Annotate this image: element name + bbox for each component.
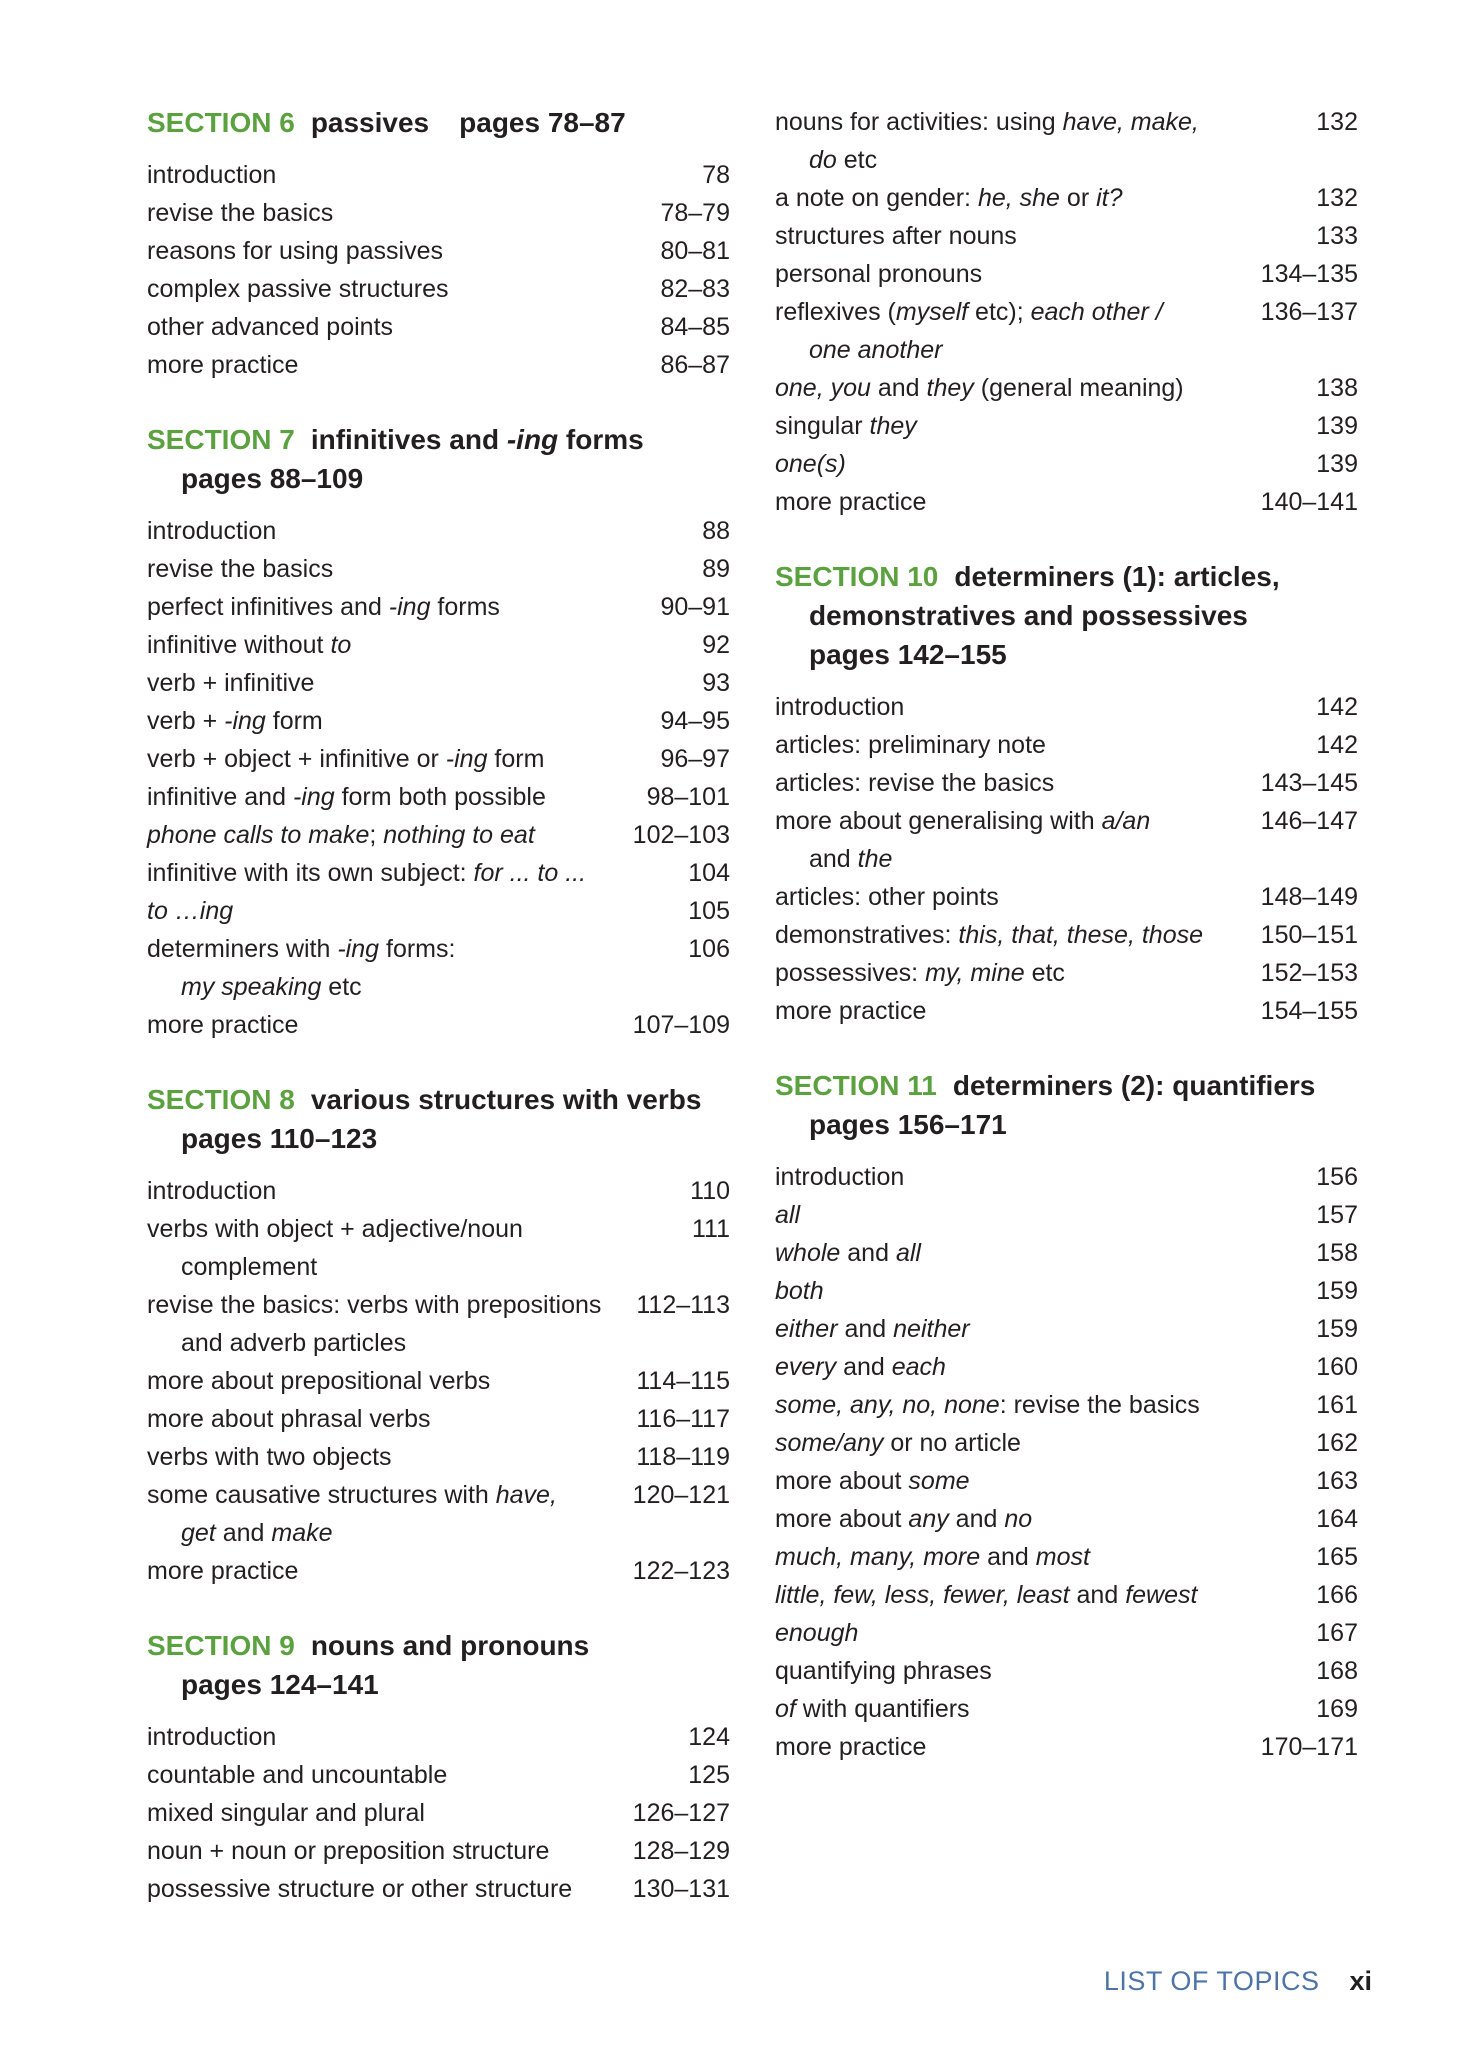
toc-entry[interactable]	[147, 854, 730, 892]
section-title: determiners (2): quantifiers	[952, 1070, 1316, 1101]
entry-text: more about prepositional verbs	[147, 1367, 491, 1395]
section-pages: pages 124–141	[181, 1669, 379, 1700]
entry-page: 142	[1316, 693, 1358, 721]
toc-entry[interactable]	[775, 369, 1358, 407]
toc-entry[interactable]	[147, 1476, 730, 1552]
entry-page: 116–117	[636, 1405, 730, 1433]
entry-page: 128–129	[632, 1837, 730, 1865]
section-8	[147, 1080, 730, 1590]
entry-page: 125	[688, 1761, 730, 1789]
entry-page: 143–145	[1260, 769, 1358, 797]
entry-text: demonstratives: this, that, these, those	[775, 921, 1204, 949]
entry-text: articles: revise the basics	[775, 769, 1055, 797]
toc-entry[interactable]	[147, 1794, 730, 1832]
section-heading	[775, 1066, 1358, 1144]
toc-entry[interactable]	[775, 179, 1358, 217]
entry-text: more practice	[147, 351, 299, 379]
toc-entry[interactable]	[775, 916, 1358, 954]
entry-page: 168	[1316, 1657, 1358, 1685]
toc-entry[interactable]	[775, 1728, 1358, 1766]
section-title: infinitives and -ing forms	[310, 424, 644, 455]
toc-entry[interactable]	[775, 1348, 1358, 1386]
left-column	[147, 103, 730, 1944]
entry-text: personal pronouns	[775, 260, 983, 288]
entry-page: 78–79	[660, 199, 730, 227]
toc-entry[interactable]	[775, 688, 1358, 726]
toc-entry[interactable]	[147, 1870, 730, 1908]
section-pages: pages 78–87	[459, 107, 626, 138]
toc-entry[interactable]	[147, 1832, 730, 1870]
toc-entry[interactable]	[775, 1310, 1358, 1348]
toc-entry[interactable]	[147, 588, 730, 626]
entry-page: 94–95	[660, 707, 730, 735]
toc-entry[interactable]	[775, 992, 1358, 1030]
toc-entry[interactable]	[775, 1576, 1358, 1614]
entry-text: possessive structure or other structure	[147, 1875, 573, 1903]
section-pages: pages 88–109	[181, 463, 364, 494]
toc-entry[interactable]	[147, 664, 730, 702]
toc-entry[interactable]	[775, 293, 1358, 369]
section-heading	[147, 420, 730, 498]
section-label: SECTION 8	[147, 1084, 295, 1115]
toc-entry[interactable]	[775, 726, 1358, 764]
section-title-line2: demonstratives and possessives	[809, 600, 1248, 631]
entry-page: 134–135	[1260, 260, 1358, 288]
entry-page: 84–85	[660, 313, 730, 341]
entry-text: reflexives (myself etc); each other / one another	[775, 298, 1163, 364]
toc-entry[interactable]	[775, 1690, 1358, 1728]
section-heading	[147, 1626, 730, 1704]
entry-text: introduction	[147, 1723, 277, 1751]
entry-text: either and neither	[775, 1315, 970, 1343]
toc-entry[interactable]	[775, 1500, 1358, 1538]
entry-page: 130–131	[632, 1875, 730, 1903]
entry-page: 126–127	[632, 1799, 730, 1827]
entry-page: 164	[1316, 1505, 1358, 1533]
toc-entry[interactable]	[147, 1286, 730, 1362]
entry-page: 156	[1316, 1163, 1358, 1191]
toc-entry[interactable]	[775, 483, 1358, 521]
toc-entry[interactable]	[147, 194, 730, 232]
entry-page: 136–137	[1260, 298, 1358, 326]
toc-entry[interactable]	[147, 1552, 730, 1590]
entry-page: 124	[688, 1723, 730, 1751]
toc-entry[interactable]	[147, 816, 730, 854]
toc-entry[interactable]	[147, 550, 730, 588]
toc-entry[interactable]	[775, 764, 1358, 802]
toc-entry[interactable]	[775, 878, 1358, 916]
toc-entry[interactable]	[775, 255, 1358, 293]
entry-text: introduction	[147, 517, 277, 545]
entry-page: 166	[1316, 1581, 1358, 1609]
toc-entry[interactable]	[147, 1362, 730, 1400]
entry-page: 122–123	[632, 1557, 730, 1585]
entry-text: some, any, no, none: revise the basics	[775, 1391, 1200, 1419]
entry-page: 162	[1316, 1429, 1358, 1457]
toc-entry[interactable]	[147, 930, 730, 1006]
entry-text: possessives: my, mine etc	[775, 959, 1065, 987]
section-pages: pages 156–171	[809, 1109, 1007, 1140]
entry-text: a note on gender: he, she or it?	[775, 184, 1123, 212]
entry-page: 114–115	[636, 1367, 730, 1395]
entry-page: 159	[1316, 1277, 1358, 1305]
section-6	[147, 103, 730, 384]
entry-page: 170–171	[1260, 1733, 1358, 1761]
toc-entry[interactable]	[775, 1196, 1358, 1234]
toc-entry[interactable]	[147, 1210, 730, 1286]
entry-page: 107–109	[632, 1011, 730, 1039]
toc-entry[interactable]	[775, 1652, 1358, 1690]
entry-text: revise the basics	[147, 555, 334, 583]
entry-page: 89	[702, 555, 730, 583]
entry-page: 138	[1316, 374, 1358, 402]
section-11	[775, 1066, 1358, 1766]
toc-entry[interactable]	[147, 1438, 730, 1476]
section-10	[775, 557, 1358, 1030]
toc-entry[interactable]	[775, 1386, 1358, 1424]
entry-page: 96–97	[660, 745, 730, 773]
entry-text: to …ing	[147, 897, 234, 925]
entry-page: 111	[691, 1215, 730, 1243]
entry-page: 112–113	[636, 1291, 730, 1319]
entry-text: singular they	[775, 412, 917, 440]
section-heading	[147, 103, 730, 142]
entry-page: 88	[702, 517, 730, 545]
entry-page: 158	[1316, 1239, 1358, 1267]
entry-text: more about any and no	[775, 1505, 1033, 1533]
section-pages: pages 110–123	[181, 1123, 378, 1154]
entry-text: every and each	[775, 1353, 946, 1381]
entry-text: mixed singular and plural	[147, 1799, 425, 1827]
toc-entry[interactable]	[147, 702, 730, 740]
section-label: SECTION 10	[775, 561, 939, 592]
section-heading	[147, 1080, 730, 1158]
toc-entry[interactable]	[775, 445, 1358, 483]
toc-entry[interactable]	[147, 626, 730, 664]
entry-text: complex passive structures	[147, 275, 449, 303]
page-footer	[1104, 1963, 1372, 1999]
entry-page: 139	[1316, 450, 1358, 478]
section-9-continued	[775, 103, 1358, 521]
section-title: various structures with verbs	[310, 1084, 702, 1115]
entry-page: 102–103	[632, 821, 730, 849]
toc-entry[interactable]	[147, 778, 730, 816]
right-column	[775, 103, 1358, 1802]
toc-entry[interactable]	[775, 103, 1358, 179]
entry-text: some/any or no article	[775, 1429, 1021, 1457]
section-7	[147, 420, 730, 1044]
entry-text: introduction	[147, 161, 277, 189]
toc-entry[interactable]	[775, 1614, 1358, 1652]
entry-page: 142	[1316, 731, 1358, 759]
entry-text: articles: other points	[775, 883, 999, 911]
entry-text: more practice	[775, 488, 927, 516]
entry-text: verbs with two objects	[147, 1443, 392, 1471]
entry-text: introduction	[147, 1177, 277, 1205]
entry-text: nouns for activities: using have, make, do etc	[775, 108, 1199, 174]
toc-entry[interactable]	[775, 1424, 1358, 1462]
entry-page: 132	[1316, 184, 1358, 212]
toc-entry[interactable]	[775, 1538, 1358, 1576]
entry-page: 104	[688, 859, 730, 887]
entry-text: introduction	[775, 1163, 905, 1191]
toc-entry[interactable]	[147, 156, 730, 194]
entry-page: 152–153	[1260, 959, 1358, 987]
section-pages: pages 142–155	[809, 639, 1007, 670]
toc-entry[interactable]	[147, 740, 730, 778]
toc-entry[interactable]	[775, 1272, 1358, 1310]
entry-page: 92	[702, 631, 730, 659]
section-label: SECTION 9	[147, 1630, 295, 1661]
section-label: SECTION 11	[775, 1070, 937, 1101]
entry-text: more about phrasal verbs	[147, 1405, 431, 1433]
entry-page: 161	[1316, 1391, 1358, 1419]
entry-page: 159	[1316, 1315, 1358, 1343]
toc-entry[interactable]	[147, 1718, 730, 1756]
entry-text: whole and all	[775, 1239, 921, 1267]
toc-entry[interactable]	[775, 802, 1358, 878]
entry-page: 132	[1316, 108, 1358, 136]
entry-text: verbs with object + adjective/noun complement	[147, 1215, 523, 1281]
entry-page: 110	[690, 1177, 730, 1205]
entry-page: 93	[702, 669, 730, 697]
section-title: nouns and pronouns	[310, 1630, 590, 1661]
toc-entry[interactable]	[775, 954, 1358, 992]
entry-text: little, few, less, fewer, least and fewest	[775, 1581, 1198, 1609]
toc-entry[interactable]	[147, 232, 730, 270]
entry-page: 157	[1316, 1201, 1358, 1229]
toc-entry[interactable]	[147, 1172, 730, 1210]
entry-text: introduction	[775, 693, 905, 721]
entry-page: 165	[1316, 1543, 1358, 1571]
toc-entry[interactable]	[147, 892, 730, 930]
entry-text: noun + noun or preposition structure	[147, 1837, 550, 1865]
entry-page: 160	[1316, 1353, 1358, 1381]
entry-text: verb + object + infinitive or -ing form	[147, 745, 545, 773]
toc-entry[interactable]	[775, 1158, 1358, 1196]
entry-page: 105	[688, 897, 730, 925]
toc-entry[interactable]	[775, 1234, 1358, 1272]
entry-page: 140–141	[1260, 488, 1358, 516]
toc-entry[interactable]	[147, 346, 730, 384]
entry-text: structures after nouns	[775, 222, 1017, 250]
entry-text: more practice	[147, 1557, 299, 1585]
section-title: passives	[310, 107, 430, 138]
entry-page: 98–101	[646, 783, 730, 811]
entry-text: revise the basics	[147, 199, 334, 227]
toc-entry[interactable]	[147, 270, 730, 308]
section-heading	[775, 557, 1358, 674]
entry-page: 148–149	[1260, 883, 1358, 911]
entry-text: both	[775, 1277, 824, 1305]
entry-page: 86–87	[660, 351, 730, 379]
entry-text: verb + infinitive	[147, 669, 315, 697]
entry-text: infinitive and -ing form both possible	[147, 783, 546, 811]
page-number: xi	[1349, 1966, 1372, 1996]
entry-page: 139	[1316, 412, 1358, 440]
entry-text: perfect infinitives and -ing forms	[147, 593, 500, 621]
entry-text: phone calls to make; nothing to eat	[147, 821, 535, 849]
toc-entry[interactable]	[147, 1400, 730, 1438]
toc-entry[interactable]	[147, 1756, 730, 1794]
entry-page: 163	[1316, 1467, 1358, 1495]
entry-page: 80–81	[660, 237, 730, 265]
section-label: SECTION 6	[147, 107, 295, 138]
entry-text: infinitive without to	[147, 631, 352, 659]
entry-text: revise the basics: verbs with prepositions and adverb particles	[147, 1291, 602, 1357]
toc-entry[interactable]	[775, 407, 1358, 445]
entry-page: 169	[1316, 1695, 1358, 1723]
entry-text: more practice	[775, 997, 927, 1025]
entry-page: 118–119	[636, 1443, 730, 1471]
footer-title: LIST OF TOPICS	[1103, 1966, 1320, 1996]
toc-entry[interactable]	[775, 217, 1358, 255]
entry-text: articles: preliminary note	[775, 731, 1046, 759]
entry-page: 90–91	[660, 593, 730, 621]
toc-entry[interactable]	[147, 1006, 730, 1044]
entry-text: more practice	[147, 1011, 299, 1039]
toc-entry[interactable]	[775, 1462, 1358, 1500]
entry-page: 167	[1316, 1619, 1358, 1647]
toc-entry[interactable]	[147, 308, 730, 346]
entry-text: some causative structures with have, get and make	[147, 1481, 557, 1547]
entry-text: other advanced points	[147, 313, 394, 341]
section-title: determiners (1): articles,	[954, 561, 1280, 592]
entry-page: 78	[702, 161, 730, 189]
entry-text: quantifying phrases	[775, 1657, 992, 1685]
section-9	[147, 1626, 730, 1908]
entry-text: enough	[775, 1619, 859, 1647]
entry-page: 150–151	[1260, 921, 1358, 949]
toc-entry[interactable]	[147, 512, 730, 550]
entry-text: more practice	[775, 1733, 927, 1761]
entry-page: 82–83	[660, 275, 730, 303]
entry-text: determiners with -ing forms: my speaking etc	[147, 935, 456, 1001]
entry-page: 146–147	[1260, 807, 1358, 835]
entry-page: 154–155	[1260, 997, 1358, 1025]
entry-text: infinitive with its own subject: for ... to ...	[147, 859, 587, 887]
entry-text: reasons for using passives	[147, 237, 443, 265]
entry-text: verb + -ing form	[147, 707, 323, 735]
entry-page: 120–121	[632, 1481, 730, 1509]
entry-text: countable and uncountable	[147, 1761, 448, 1789]
entry-text: one(s)	[775, 450, 846, 478]
entry-text: more about some	[775, 1467, 970, 1495]
entry-page: 133	[1316, 222, 1358, 250]
entry-text: one, you and they (general meaning)	[775, 374, 1184, 402]
entry-text: of with quantifiers	[775, 1695, 970, 1723]
entry-page: 106	[688, 935, 730, 963]
entry-text: much, many, more and most	[775, 1543, 1090, 1571]
entry-text: more about generalising with a/an and the	[775, 807, 1151, 873]
entry-text: all	[775, 1201, 801, 1229]
section-label: SECTION 7	[147, 424, 295, 455]
